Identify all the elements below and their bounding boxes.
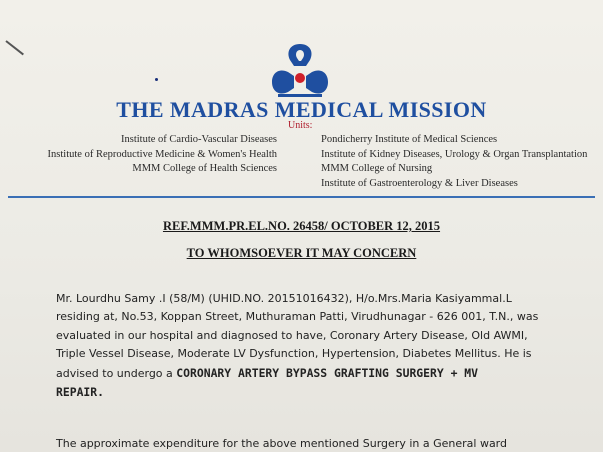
body-line: Triple Vessel Disease, Moderate LV Dysfunction, Hypertension, Diabetes Mellitus. He is [56, 347, 532, 361]
body-line: residing at, No.53, Koppan Street, Muthuraman Patti, Virudhunagar - 626 001, T.N., was [56, 310, 539, 324]
unit-item: MMM College of Nursing [321, 163, 433, 175]
header-divider [8, 196, 595, 198]
expenditure-paragraph: The approximate expenditure for the above mentioned Surgery in a General ward [56, 437, 507, 450]
mmm-logo-icon [268, 42, 332, 100]
salutation-heading: TO WHOMSOEVER IT MAY CONCERN [186, 246, 417, 260]
ink-dot [155, 78, 158, 81]
reference-number: REF.MMM.PR.EL.NO. 26458/ OCTOBER 12, 2015 [162, 219, 441, 233]
unit-item: Pondicherry Institute of Medical Sciences [321, 134, 498, 145]
unit-item: Institute of Reproductive Medicine & Women's Health [47, 148, 277, 160]
body-line: Mr. Lourdhu Samy .I (58/M) (UHID.NO. 20151016432), H/o.Mrs.Maria Kasiyammal.L [56, 292, 512, 305]
body-line: evaluated in our hospital and diagnosed to have, Coronary Artery Disease, Old AWMI, [56, 328, 528, 342]
unit-item: Institute of Kidney Diseases, Urology & Organ Transplantation [321, 148, 588, 160]
units-left-list [48, 133, 277, 177]
unit-item: MMM College of Health Sciences [132, 163, 277, 175]
pen-mark [5, 40, 24, 55]
units-right-list [321, 133, 587, 191]
unit-item: Institute of Cardio-Vascular Diseases [121, 134, 277, 145]
body-line-prefix: advised to undergo a [56, 366, 177, 380]
org-name: THE MADRAS MEDICAL MISSION [116, 97, 487, 122]
units-label: Units: [288, 120, 313, 131]
procedure-name: CORONARY ARTERY BYPASS GRAFTING SURGERY + MV [176, 365, 479, 380]
procedure-name-end: REPAIR. [56, 385, 105, 400]
unit-item: Institute of Gastroenterology & Liver Diseases [321, 177, 518, 189]
letter-body [56, 290, 578, 402]
body-line [56, 364, 578, 383]
body-line [56, 383, 578, 402]
